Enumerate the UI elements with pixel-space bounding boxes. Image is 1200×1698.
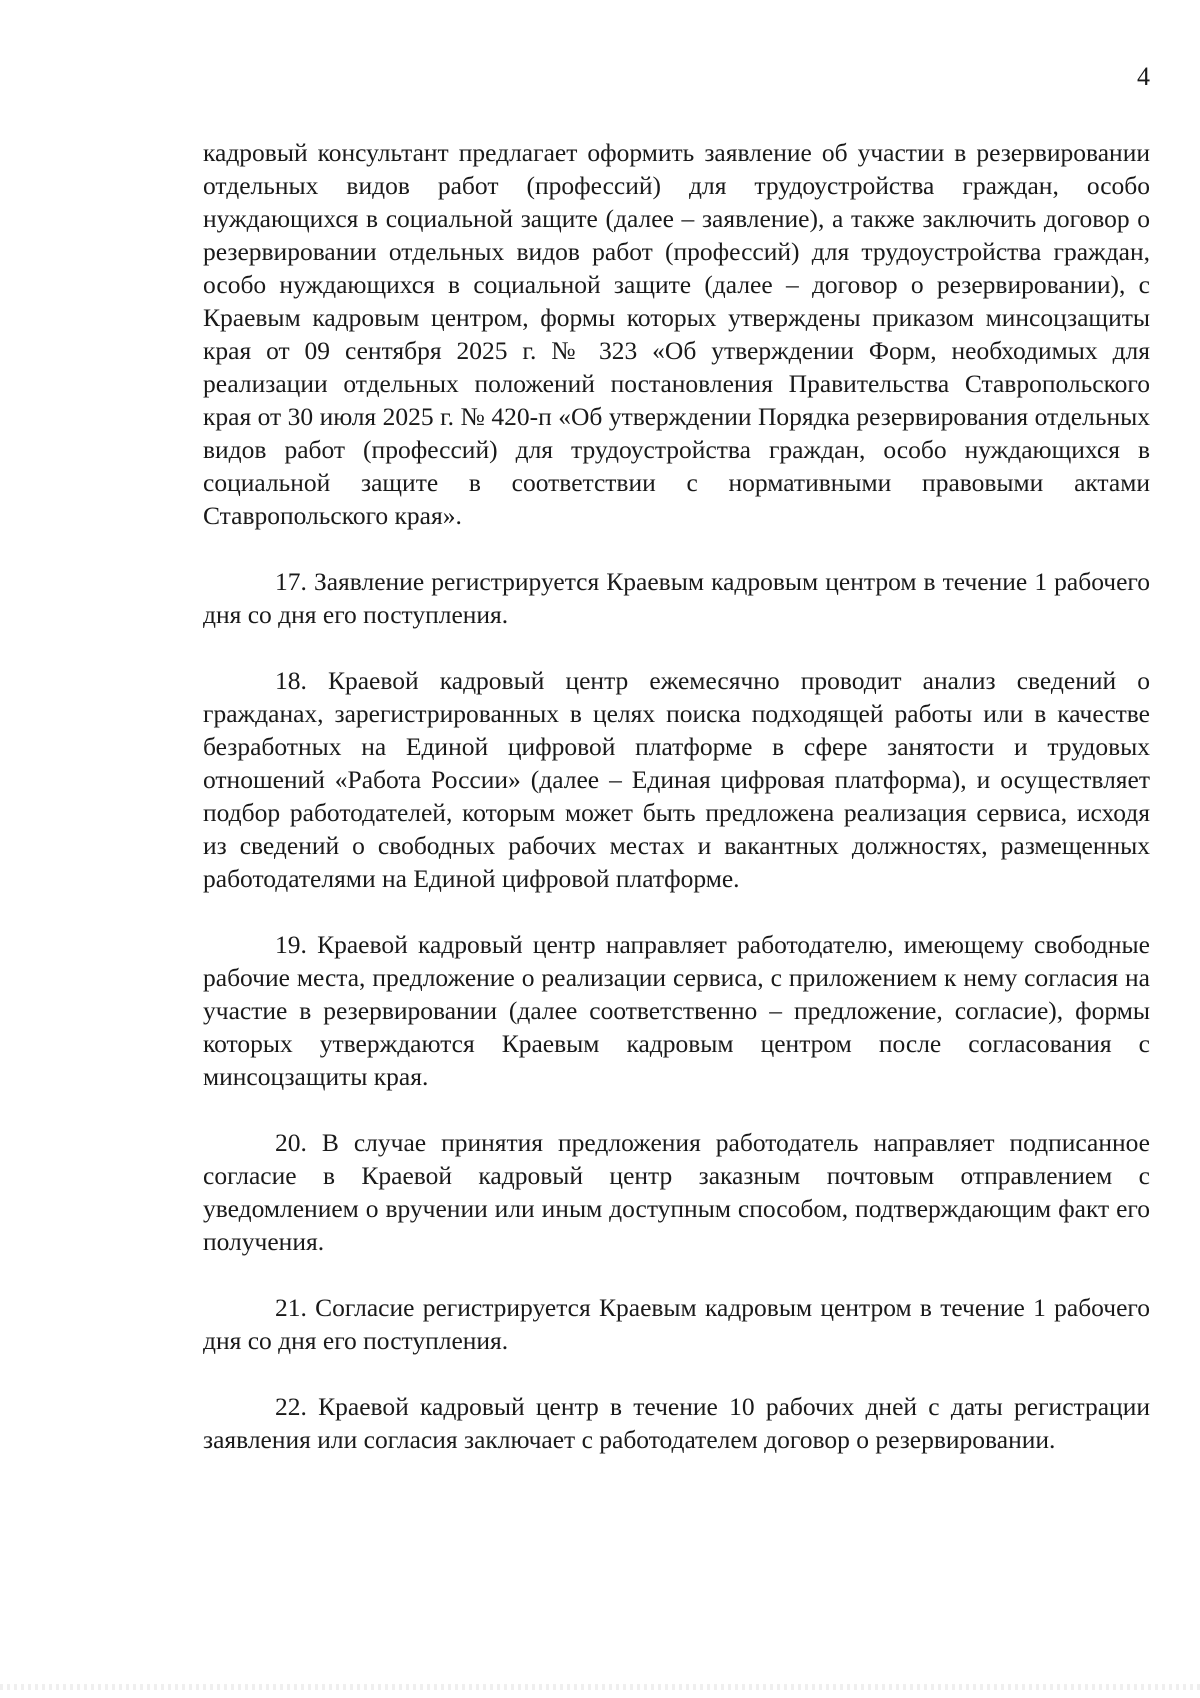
paragraph-22: 22. Краевой кадровый центр в течение 10 рабочих дней с даты регистрации заявления или согласия заключает с работодателем договор о резервировании.: [203, 1392, 1150, 1454]
paragraph-21: 21. Согласие регистрируется Краевым кадровым центром в течение 1 рабочего дня со дня его поступления.: [203, 1293, 1150, 1355]
page-number: 4: [1137, 62, 1150, 91]
scan-edge-artifact: [0, 1684, 1200, 1690]
paragraph-19: 19. Краевой кадровый центр направляет работодателю, имеющему свободные рабочие места, предложение о реализации сервиса, с приложением к нему согласия на участие в резервировании (далее соответственно – предложение, согласие), формы которых утверждаются Краевым кадровым центром после согласования с минсоцзащиты края.: [203, 930, 1150, 1091]
paragraph-20: 20. В случае принятия предложения работодатель направляет подписанное согласие в Краевой кадровый центр заказным почтовым отправлением с уведомлением о вручении или иным доступным способом, подтверждающим факт его получения.: [203, 1128, 1150, 1256]
paragraph-17: 17. Заявление регистрируется Краевым кадровым центром в течение 1 рабочего дня со дня его поступления.: [203, 567, 1150, 629]
document-body: [203, 136, 1150, 1456]
paragraph-18: 18. Краевой кадровый центр ежемесячно проводит анализ сведений о гражданах, зарегистрированных в целях поиска подходящей работы или в качестве безработных на Единой цифровой платформе в сфере занятости и трудовых отношений «Работа России» (далее – Единая цифровая платформа), и осуществляет подбор работодателей, которым может быть предложена реализация сервиса, исходя из сведений о свободных рабочих местах и вакантных должностях, размещенных работодателями на Единой цифровой платформе.: [203, 666, 1150, 893]
paragraph-continuation: кадровый консультант предлагает оформить заявление об участии в резервировании отдельных видов работ (профессий) для трудоустройства граждан, особо нуждающихся в социальной защите (далее – заявление), а также заключить договор о резервировании отдельных видов работ (профессий) для трудоустройства граждан, особо нуждающихся в социальной защите (далее – договор о резервировании), с Краевым кадровым центром, формы которых утверждены приказом минсоцзащиты края от 09 сентября 2025 г. № 323 «Об утверждении Форм, необходимых для реализации отдельных положений постановления Правительства Ставропольского края от 30 июля 2025 г. № 420-п «Об утверждении Порядка резервирования отдельных видов работ (профессий) для трудоустройства граждан, особо нуждающихся в социальной защите в соответствии с нормативными правовыми актами Ставропольского края».: [203, 138, 1150, 530]
